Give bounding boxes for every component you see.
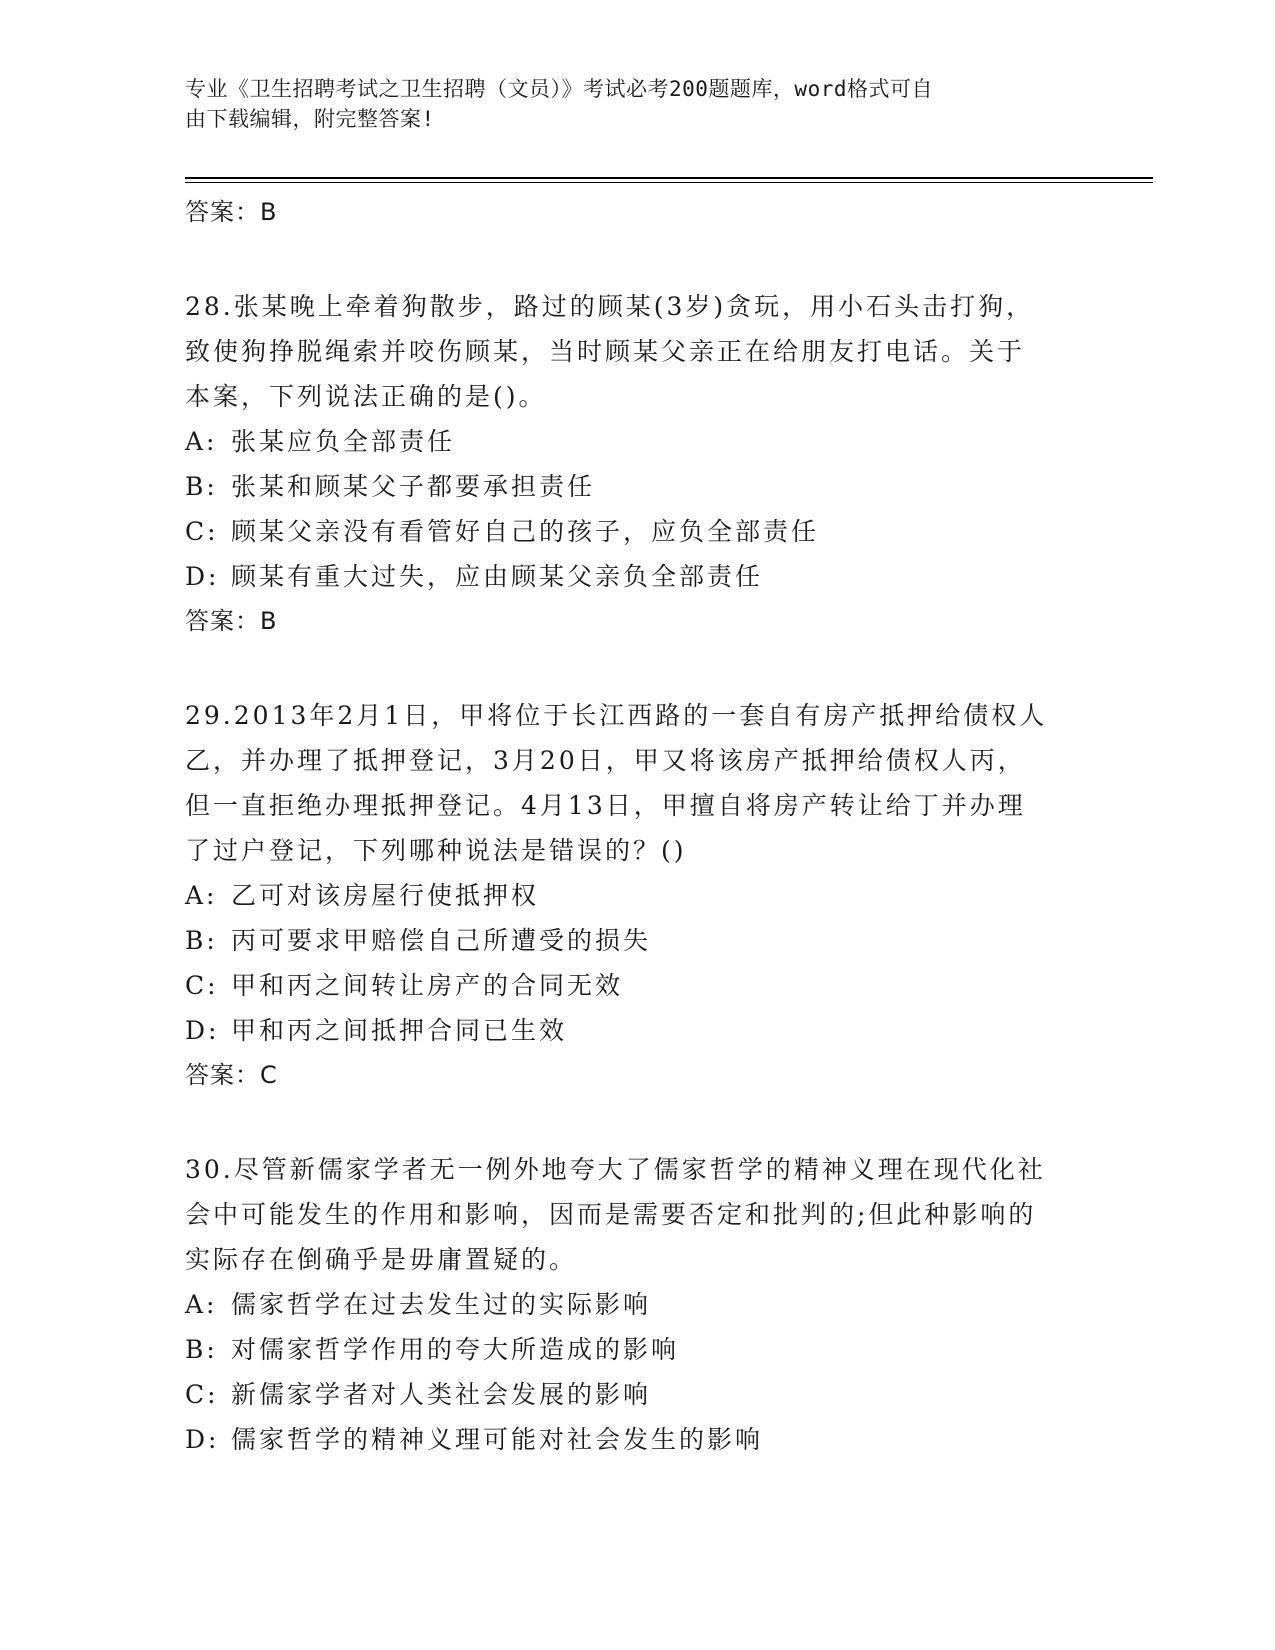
option-c <box>185 509 1085 554</box>
option-text: 张某应负全部责任 <box>231 427 456 456</box>
document-body <box>185 190 1085 1462</box>
question-text <box>185 284 1085 419</box>
option-letter: C: <box>185 517 219 546</box>
option-text: 儒家哲学在过去发生过的实际影响 <box>231 1290 652 1319</box>
option-letter: B: <box>185 472 218 501</box>
question-line: 致使狗挣脱绳索并咬伤顾某，当时顾某父亲正在给朋友打电话。关于 <box>185 337 1026 366</box>
question-text <box>185 693 1085 873</box>
option-c <box>185 963 1085 1008</box>
option-d <box>185 554 1085 599</box>
answer-line: 答案：C <box>185 1061 278 1089</box>
question-line: 乙，并办理了抵押登记，3月20日，甲又将该房产抵押给债权人丙， <box>185 746 1026 775</box>
question-block <box>185 693 1085 1097</box>
question-text <box>185 1147 1085 1282</box>
spacer <box>185 643 1085 693</box>
option-text: 乙可对该房屋行使抵押权 <box>231 881 540 910</box>
option-text: 张某和顾某父子都要承担责任 <box>231 472 596 501</box>
question-line: 本案，下列说法正确的是()。 <box>185 382 547 411</box>
question-line: 实际存在倒确乎是毋庸置疑的。 <box>185 1245 578 1274</box>
question-line: 会中可能发生的作用和影响，因而是需要否定和批判的;但此种影响的 <box>185 1200 1037 1229</box>
option-text: 顾某有重大过失，应由顾某父亲负全部责任 <box>231 562 764 591</box>
spacer <box>185 234 1085 284</box>
document-header <box>185 74 1065 134</box>
question-line: 28.张某晚上牵着狗散步，路过的顾某(3岁)贪玩，用小石头击打狗， <box>185 292 1035 321</box>
question-line: 了过户登记，下列哪种说法是错误的？() <box>185 836 687 865</box>
option-letter: D: <box>185 1016 220 1045</box>
option-text: 甲和丙之间转让房产的合同无效 <box>231 971 624 1000</box>
option-letter: A: <box>185 1290 218 1319</box>
option-letter: D: <box>185 1425 220 1454</box>
spacer <box>185 1097 1085 1147</box>
option-text: 新儒家学者对人类社会发展的影响 <box>231 1380 652 1409</box>
option-a <box>185 873 1085 918</box>
option-d <box>185 1008 1085 1053</box>
option-a <box>185 419 1085 464</box>
option-c <box>185 1372 1085 1417</box>
option-text: 甲和丙之间抵押合同已生效 <box>231 1016 568 1045</box>
question-line: 29.2013年2月1日，甲将位于长江西路的一套自有房产抵押给债权人 <box>185 701 1048 730</box>
option-text: 丙可要求甲赔偿自己所遭受的损失 <box>231 926 652 955</box>
header-divider-thin <box>185 182 1153 183</box>
header-divider-thick <box>185 177 1153 179</box>
option-letter: B: <box>185 1335 218 1364</box>
header-line-1: 专业《卫生招聘考试之卫生招聘（文员）》考试必考200题题库，word格式可自 <box>185 77 933 101</box>
option-d <box>185 1417 1085 1462</box>
option-letter: C: <box>185 971 219 1000</box>
option-b <box>185 1327 1085 1372</box>
option-letter: B: <box>185 926 218 955</box>
option-text: 对儒家哲学作用的夸大所造成的影响 <box>231 1335 680 1364</box>
option-letter: C: <box>185 1380 219 1409</box>
option-a <box>185 1282 1085 1327</box>
question-block <box>185 284 1085 643</box>
question-block <box>185 1147 1085 1462</box>
option-letter: A: <box>185 881 218 910</box>
header-line-2: 由下载编辑，附完整答案! <box>185 107 435 131</box>
option-b <box>185 918 1085 963</box>
question-line: 30.尽管新儒家学者无一例外地夸大了儒家哲学的精神义理在现代化社 <box>185 1155 1046 1184</box>
option-letter: D: <box>185 562 220 591</box>
answer-line: 答案：B <box>185 607 278 635</box>
option-text: 儒家哲学的精神义理可能对社会发生的影响 <box>231 1425 764 1454</box>
option-text: 顾某父亲没有看管好自己的孩子，应负全部责任 <box>231 517 820 546</box>
question-line: 但一直拒绝办理抵押登记。4月13日，甲擅自将房产转让给丁并办理 <box>185 791 1026 820</box>
option-letter: A: <box>185 427 218 456</box>
option-b <box>185 464 1085 509</box>
answer-line: 答案：B <box>185 198 278 226</box>
